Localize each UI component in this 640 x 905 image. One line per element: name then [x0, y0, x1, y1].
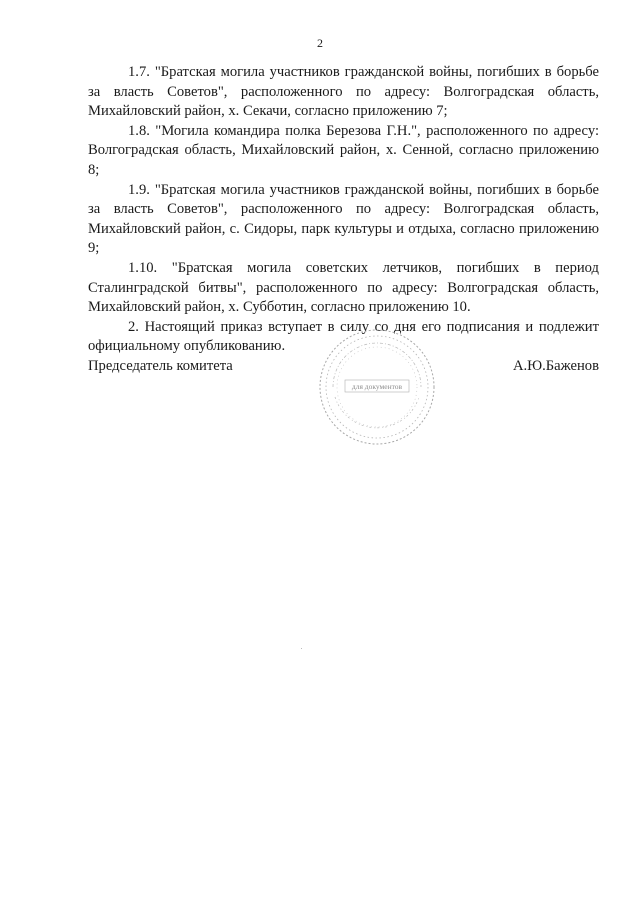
seal-icon [317, 327, 437, 447]
signatory-name: А.Ю.Баженов [512, 358, 599, 374]
paragraph-1-9: 1.9. "Братская могила участников гражданской войны, погибших в борьбе за власть Советов", расположенного по адресу: Волгоградская область, Михайловский район, с. Сидоры, парк культуры и отдыха, согласно приложению 9; [88, 181, 599, 257]
paragraph-2: 2. Настоящий приказ вступает в силу со дня его подписания и подлежит официальному опубликованию. [88, 318, 599, 355]
paragraph-1-10: 1.10. "Братская могила советских летчиков, погибших в период Сталинградской битвы", расположенного по адресу: Волгоградская область, Михайловский район, х. Субботин, согласно приложению 10. [88, 259, 599, 316]
page-number: 2 [317, 36, 323, 50]
scan-speck [301, 648, 302, 649]
document-body [88, 63, 599, 357]
paragraph-1-7: 1.7. "Братская могила участников гражданской войны, погибших в борьбе за власть Советов", расположенного по адресу: Волгоградская область, Михайловский район, х. Секачи, согласно приложению 7; [88, 64, 599, 120]
signatory-title: Председатель комитета [88, 358, 233, 374]
paragraph-1-8: 1.8. "Могила командира полка Березова Г.Н.", расположенного по адресу: Волгоградская область, Михайловский район, х. Сенной, согласно приложению 8; [88, 122, 599, 178]
seal-inner-text: для документов [351, 382, 403, 391]
official-seal-stamp [317, 327, 437, 447]
